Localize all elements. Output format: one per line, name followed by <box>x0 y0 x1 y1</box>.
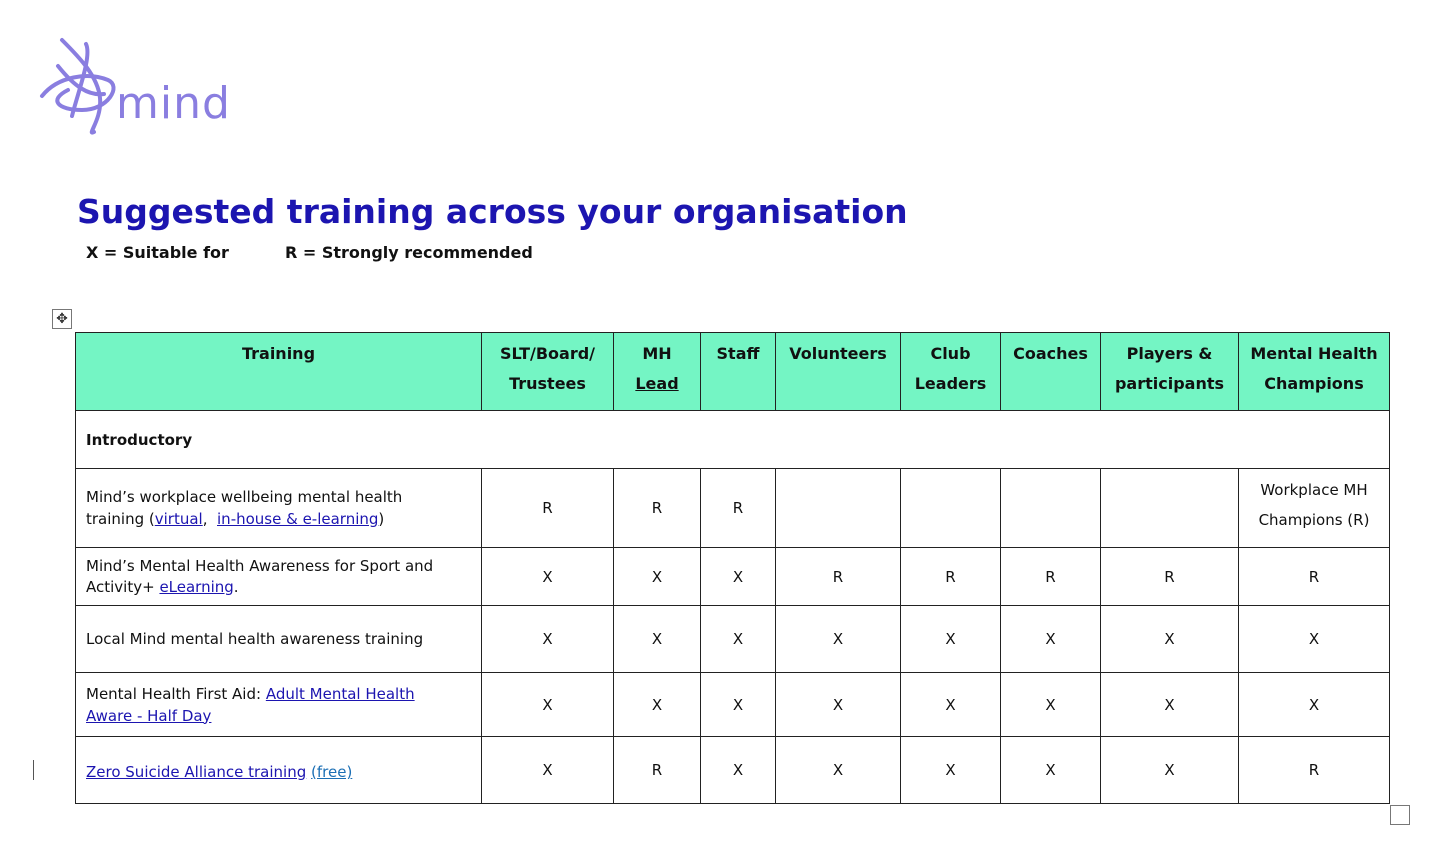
table-header-row <box>76 333 1390 411</box>
legend-suitable: X = Suitable for <box>86 243 229 262</box>
value-cell: X <box>701 673 776 737</box>
page-title: Suggested training across your organisation <box>77 192 908 231</box>
training-text: training ( <box>86 510 155 528</box>
value-cell: R <box>1239 548 1390 606</box>
value-cell: X <box>901 673 1001 737</box>
value-cell: X <box>482 673 614 737</box>
training-text: Mind’s Mental Health Awareness for Sport and <box>86 556 434 575</box>
header-slt-board-trustees: SLT/Board/ Trustees <box>482 333 614 411</box>
table-row <box>76 548 1390 606</box>
header-training: Training <box>76 333 482 411</box>
table-move-handle-icon[interactable]: ✥ <box>52 309 72 329</box>
legend-recommended: R = Strongly recommended <box>285 243 533 262</box>
value-cell: X <box>1239 673 1390 737</box>
free-link[interactable]: (free) <box>311 763 353 781</box>
table-row <box>76 737 1390 804</box>
value-cell: R <box>776 548 901 606</box>
mind-logo <box>38 36 270 138</box>
value-cell: X <box>901 606 1001 673</box>
table-resize-handle[interactable] <box>1390 805 1410 825</box>
value-cell: R <box>482 469 614 548</box>
value-cell: R <box>1239 737 1390 804</box>
elearning-link[interactable]: eLearning <box>159 577 234 596</box>
value-cell: Workplace MH Champions (R) <box>1239 469 1390 548</box>
header-staff: Staff <box>701 333 776 411</box>
value-cell: R <box>901 548 1001 606</box>
value-cell: X <box>482 737 614 804</box>
training-text: ) <box>378 510 385 528</box>
value-cell: X <box>901 737 1001 804</box>
header-coaches: Coaches <box>1001 333 1101 411</box>
value-cell: X <box>614 548 701 606</box>
value-cell: R <box>614 469 701 548</box>
separator: , <box>202 510 218 528</box>
training-cell: Local Mind mental health awareness training <box>76 606 482 673</box>
training-text: Mental Health First Aid: <box>86 684 266 703</box>
training-cell <box>76 673 482 737</box>
logo-wordmark: mind <box>116 78 231 129</box>
section-row <box>76 411 1390 469</box>
header-mh-lead: MH Lead <box>614 333 701 411</box>
zero-suicide-alliance-link[interactable]: Zero Suicide Alliance training <box>86 763 307 781</box>
value-cell: X <box>1001 673 1101 737</box>
value-cell: X <box>1101 606 1239 673</box>
value-cell: X <box>701 548 776 606</box>
value-cell: X <box>482 606 614 673</box>
training-cell <box>76 548 482 606</box>
section-introductory: Introductory <box>76 411 1390 469</box>
value-cell: X <box>614 673 701 737</box>
header-volunteers: Volunteers <box>776 333 901 411</box>
value-cell: X <box>701 737 776 804</box>
value-cell: R <box>1101 548 1239 606</box>
value-cell <box>1001 469 1101 548</box>
table-row <box>76 606 1390 673</box>
value-cell: X <box>1239 606 1390 673</box>
value-cell <box>776 469 901 548</box>
virtual-link[interactable]: virtual <box>154 510 203 528</box>
value-cell <box>1101 469 1239 548</box>
value-cell: X <box>776 673 901 737</box>
table-row <box>76 469 1390 548</box>
training-text: Mind’s workplace wellbeing mental health <box>86 488 403 506</box>
value-cell: R <box>614 737 701 804</box>
value-cell: X <box>701 606 776 673</box>
value-cell: R <box>701 469 776 548</box>
value-cell: X <box>1001 737 1101 804</box>
header-players-participants: Players & participants <box>1101 333 1239 411</box>
training-cell <box>76 469 482 548</box>
value-cell: X <box>1001 606 1101 673</box>
table-row <box>76 673 1390 737</box>
in-house-elearning-link[interactable]: in-house & e-learning <box>217 510 379 528</box>
training-cell <box>76 737 482 804</box>
text-cursor <box>33 760 34 780</box>
adult-mh-aware-link[interactable]: Adult Mental Health <box>265 684 415 703</box>
header-mh-champions: Mental Health Champions <box>1239 333 1390 411</box>
value-cell: R <box>1001 548 1101 606</box>
value-cell <box>901 469 1001 548</box>
value-cell: X <box>482 548 614 606</box>
value-cell: X <box>1101 673 1239 737</box>
adult-mh-aware-link-cont[interactable]: Aware - Half Day <box>86 706 212 725</box>
value-cell: X <box>776 606 901 673</box>
training-text: Activity+ <box>86 577 160 596</box>
header-club-leaders: Club Leaders <box>901 333 1001 411</box>
value-cell: X <box>1101 737 1239 804</box>
value-cell: X <box>776 737 901 804</box>
value-cell: X <box>614 606 701 673</box>
training-text: . <box>233 577 239 596</box>
training-table <box>75 332 1390 804</box>
